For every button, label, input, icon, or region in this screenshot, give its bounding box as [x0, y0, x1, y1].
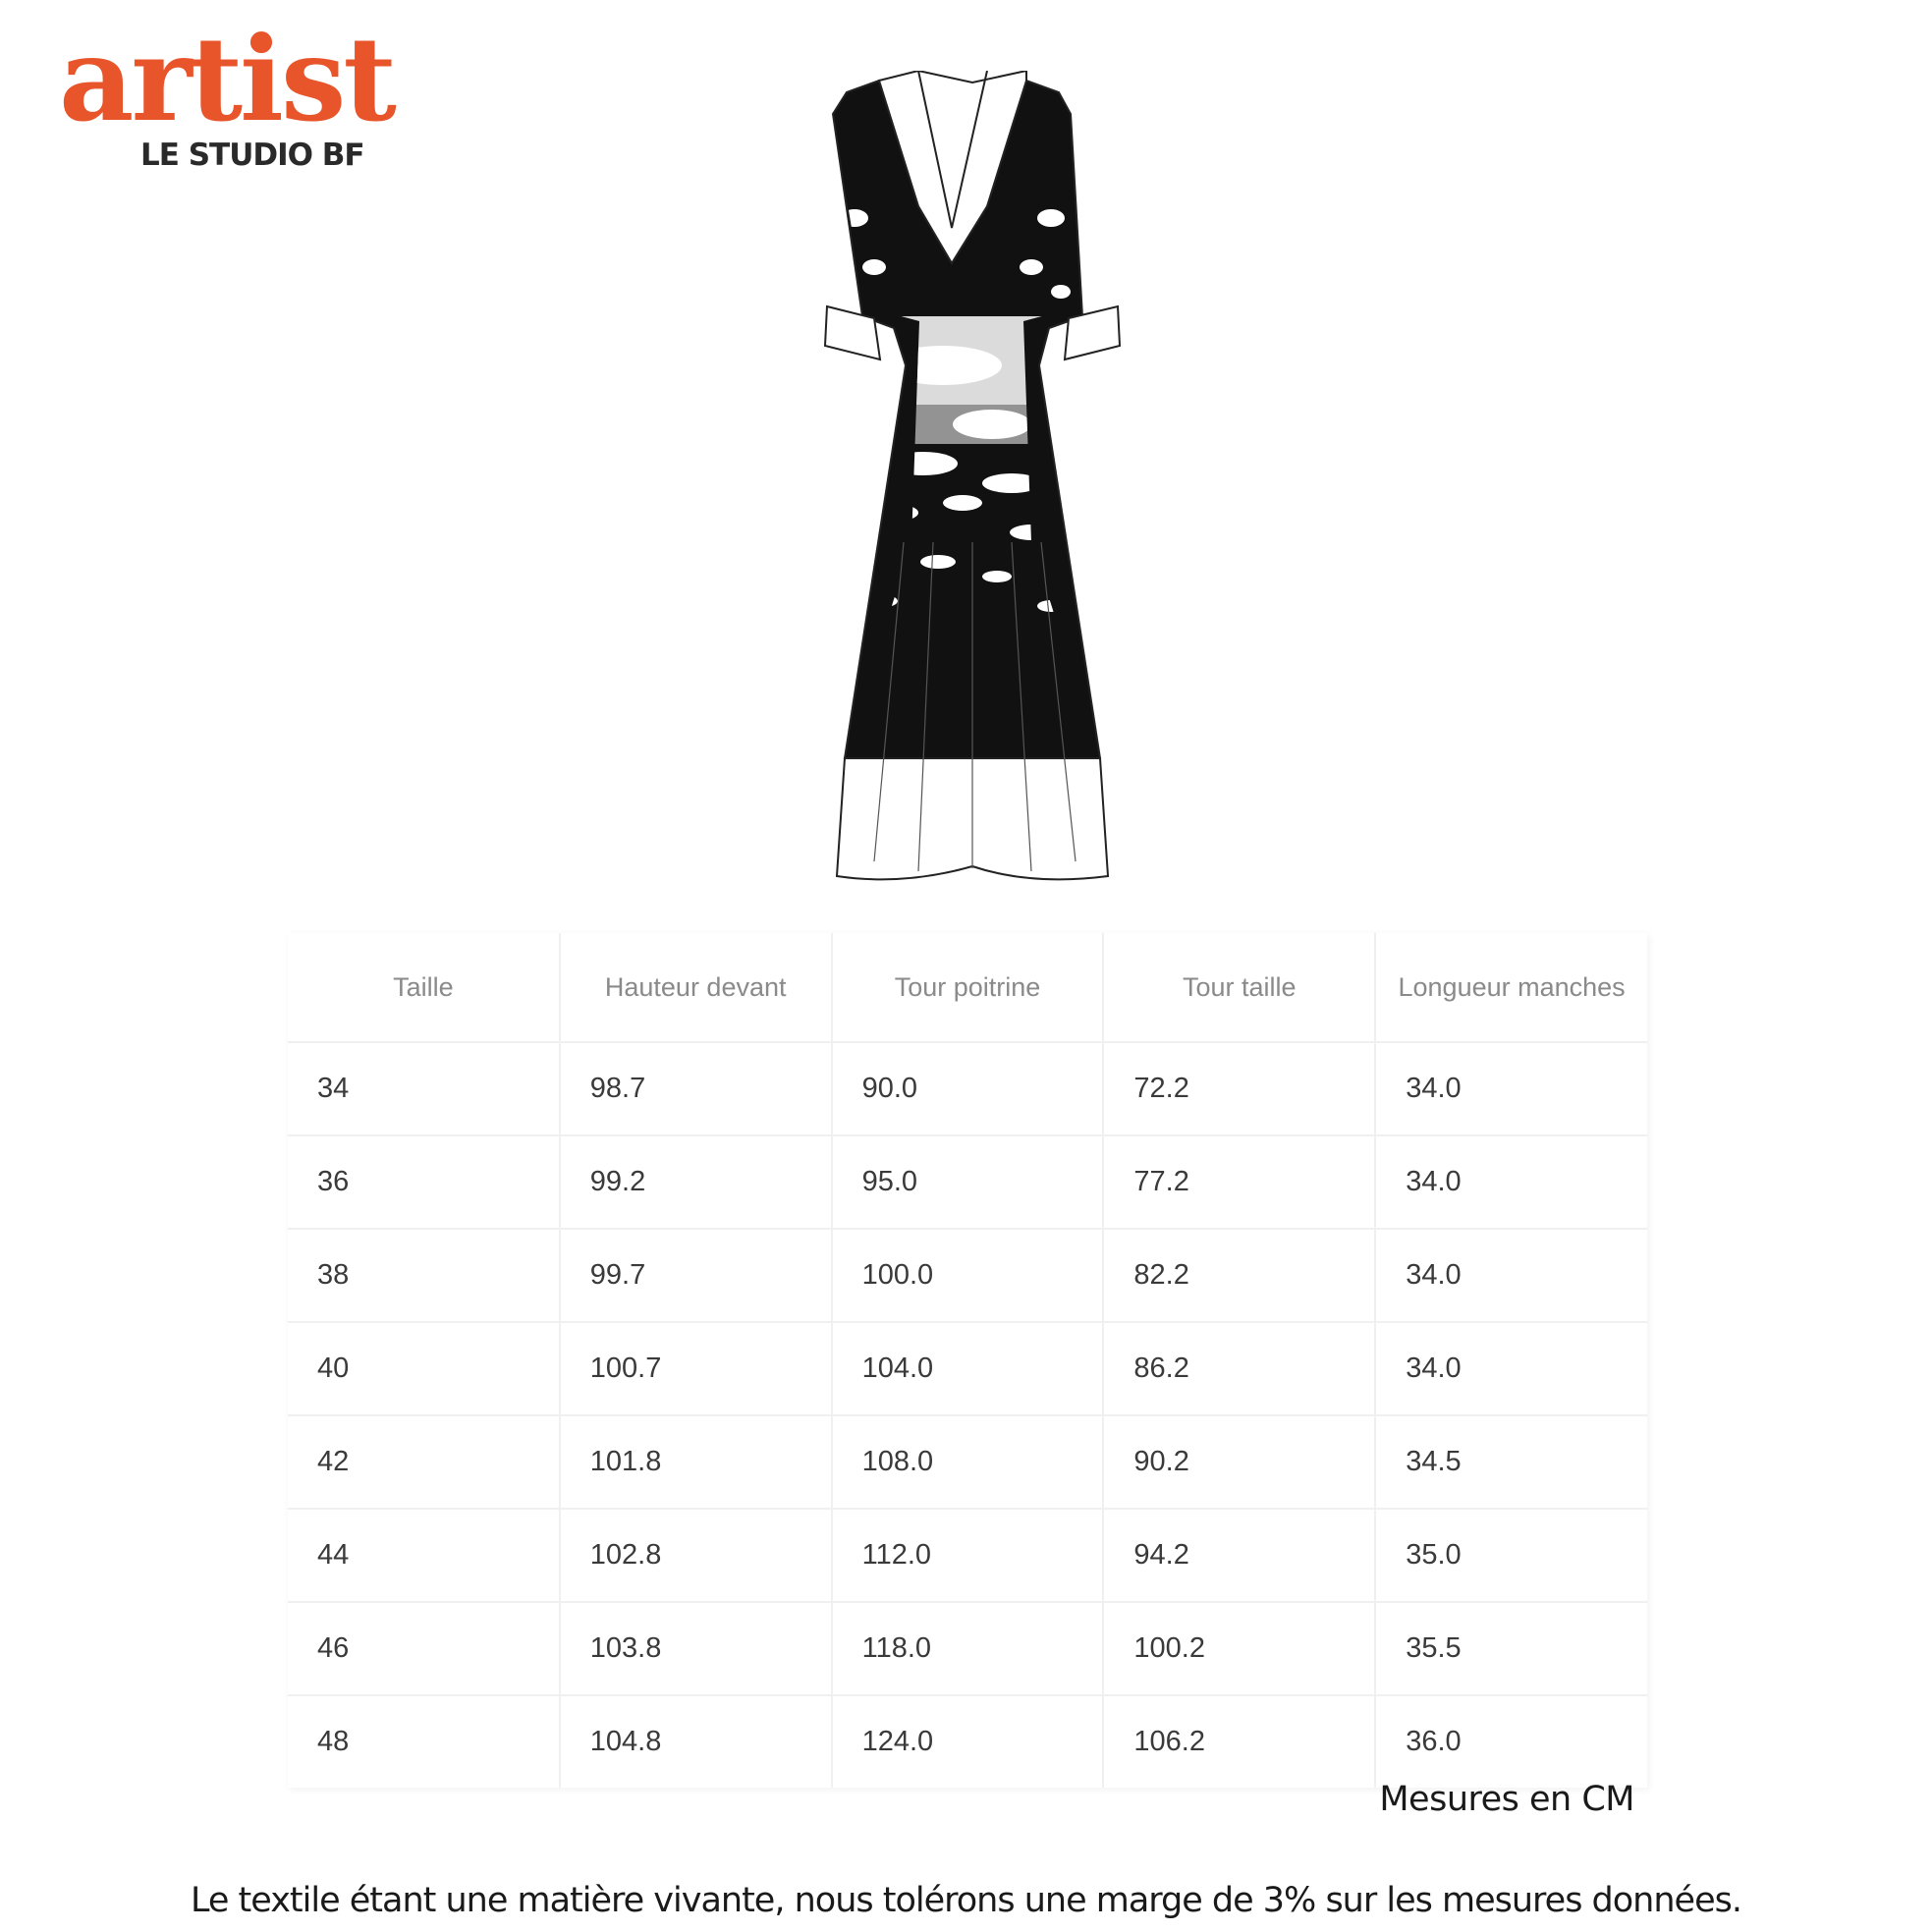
table-cell: 36.0: [1406, 1726, 1462, 1757]
table-header-row: [288, 933, 1647, 1042]
table-cell: 99.7: [560, 1229, 832, 1322]
size-chart-table: [288, 933, 1647, 1788]
table-cell: 108.0: [832, 1415, 1104, 1509]
table-cell: 101.8: [560, 1415, 832, 1509]
table-row: [288, 1602, 1647, 1695]
units-note: Mesures en CM: [1379, 1780, 1634, 1819]
table-cell: 118.0: [832, 1602, 1104, 1695]
table-cell: 34.0: [1375, 1042, 1647, 1135]
column-header: Hauteur devant: [560, 933, 832, 1042]
table-cell: 34.0: [1375, 1135, 1647, 1229]
brand-logo: [59, 11, 432, 179]
table-cell: 72.2: [1103, 1042, 1375, 1135]
table-cell: 124.0: [832, 1695, 1104, 1788]
table-cell: 34.5: [1375, 1415, 1647, 1509]
table-cell: 112.0: [832, 1509, 1104, 1602]
table-cell: 99.2: [560, 1135, 832, 1229]
column-header: Taille: [288, 933, 560, 1042]
table-cell: 104.0: [832, 1322, 1104, 1415]
table-cell: 98.7: [560, 1042, 832, 1135]
table-row: [288, 1415, 1647, 1509]
table-cell: 100.0: [832, 1229, 1104, 1322]
table-cell: 104.8: [560, 1695, 832, 1788]
column-header: Longueur manches: [1375, 933, 1647, 1042]
column-header: Tour taille: [1103, 933, 1375, 1042]
table-cell: 103.8: [560, 1602, 832, 1695]
table-cell: 42: [288, 1415, 560, 1509]
table-cell: 86.2: [1103, 1322, 1375, 1415]
table-cell: 90.0: [832, 1042, 1104, 1135]
table-cell: 46: [288, 1602, 560, 1695]
dress-illustration: [737, 71, 1208, 908]
table-cell: 102.8: [560, 1509, 832, 1602]
table-cell: 34.0: [1375, 1322, 1647, 1415]
table-row: [288, 1509, 1647, 1602]
table-cell: 34.0: [1375, 1229, 1647, 1322]
table-cell: 77.2: [1103, 1135, 1375, 1229]
table-cell: 35.0: [1375, 1509, 1647, 1602]
table-cell: 35.5: [1375, 1602, 1647, 1695]
table-cell: 100.2: [1103, 1602, 1375, 1695]
table-row: [288, 1135, 1647, 1229]
table-row: [288, 1229, 1647, 1322]
table-cell: 100.7: [560, 1322, 832, 1415]
table-cell: 44: [288, 1509, 560, 1602]
table-cell: 95.0: [832, 1135, 1104, 1229]
table-cell: 34: [288, 1042, 560, 1135]
column-header: Tour poitrine: [832, 933, 1104, 1042]
tolerance-note: Le textile étant une matière vivante, nous tolérons une marge de 3% sur les mesures données.: [191, 1881, 1741, 1920]
table-cell: 40: [288, 1322, 560, 1415]
table-cell: 36: [288, 1135, 560, 1229]
table-cell: 106.2: [1103, 1695, 1375, 1788]
table-cell: 94.2: [1103, 1509, 1375, 1602]
table-row: [288, 1042, 1647, 1135]
table-row: [288, 1695, 1647, 1788]
table-cell: 90.2: [1103, 1415, 1375, 1509]
table-cell: 82.2: [1103, 1229, 1375, 1322]
table-cell: 48: [288, 1695, 560, 1788]
brand-name: artist: [59, 11, 394, 147]
table-cell: 38: [288, 1229, 560, 1322]
table-row: [288, 1322, 1647, 1415]
brand-tagline: LE STUDIO BF: [140, 138, 364, 173]
